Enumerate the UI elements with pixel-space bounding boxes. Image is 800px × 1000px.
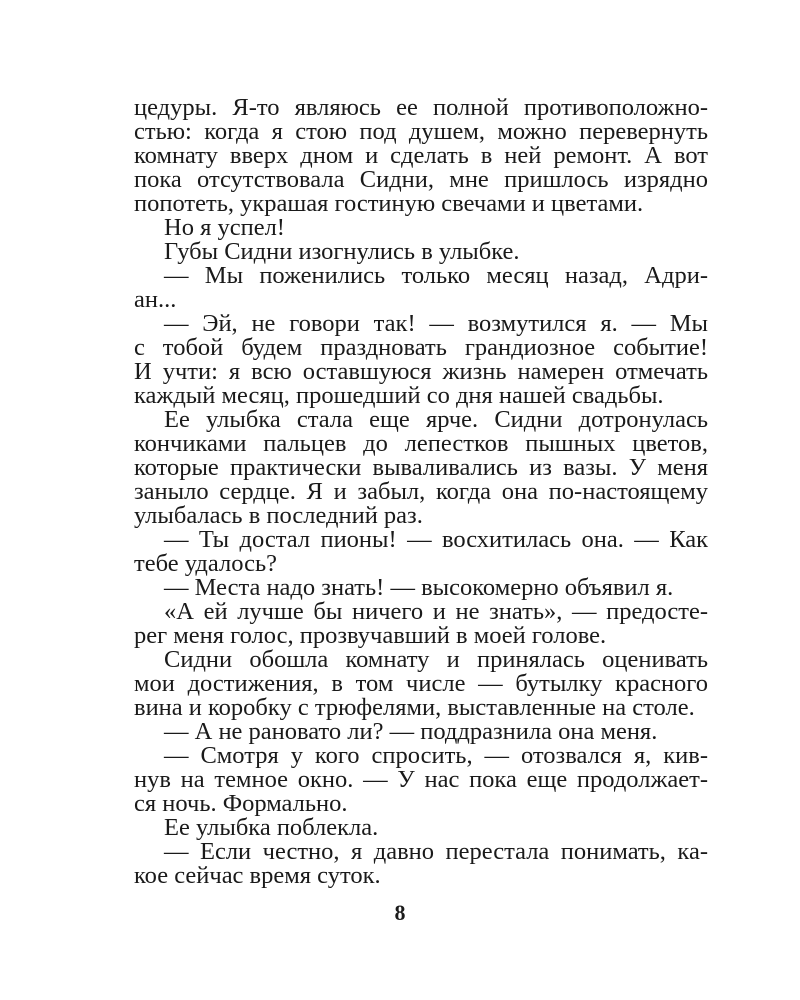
text-line: нув на темное окно. — У нас пока еще продолжает- xyxy=(134,766,708,793)
text-line: кое сейчас время суток. xyxy=(134,862,381,889)
text-line: рег меня голос, прозвучавший в моей голове. xyxy=(134,622,607,649)
page-number: 8 xyxy=(394,900,406,925)
text-line: комнату вверх дном и сделать в ней ремонт. А вот xyxy=(134,142,708,169)
text-line: Губы Сидни изогнулись в улыбке. xyxy=(164,238,520,265)
text-line: цедуры. Я-то являюсь ее полной противоположно- xyxy=(134,94,708,121)
text-line: пока отсутствовала Сидни, мне пришлось изрядно xyxy=(134,166,708,193)
text-line: которые практически вываливались из вазы. У меня xyxy=(134,454,708,481)
text-line: улыбалась в последний раз. xyxy=(134,502,423,529)
text-line: Сидни обошла комнату и принялась оценивать xyxy=(164,646,708,673)
text-line: — Если честно, я давно перестала понимать, ка- xyxy=(164,838,708,865)
text-line: заныло сердце. Я и забыл, когда она по-настоящему xyxy=(134,478,708,505)
text-line: с тобой будем праздновать грандиозное событие! xyxy=(134,334,708,361)
text-line: — Места надо знать! — высокомерно объявил я. xyxy=(164,574,674,601)
text-line: вина и коробку с трюфелями, выставленные на столе. xyxy=(134,694,695,721)
text-line: — Ты достал пионы! — восхитилась она. — Как xyxy=(164,526,708,553)
text-line: каждый месяц, прошедший со дня нашей свадьбы. xyxy=(134,382,664,409)
text-line: мои достижения, в том числе — бутылку красного xyxy=(134,670,708,697)
text-line: — А не рановато ли? — поддразнила она меня. xyxy=(164,718,658,745)
text-line: Ее улыбка поблекла. xyxy=(164,814,379,841)
text-line: стью: когда я стою под душем, можно перевернуть xyxy=(134,118,708,145)
text-line: — Эй, не говори так! — возмутился я. — Мы xyxy=(164,310,708,337)
text-line: И учти: я всю оставшуюся жизнь намерен отмечать xyxy=(134,358,708,385)
text-line: «А ей лучше бы ничего и не знать», — предосте- xyxy=(164,598,708,625)
text-line: — Мы поженились только месяц назад, Адри- xyxy=(164,262,708,289)
text-line: попотеть, украшая гостиную свечами и цветами. xyxy=(134,190,644,217)
text-line: ан... xyxy=(134,286,177,313)
text-line: — Смотря у кого спросить, — отозвался я, кив- xyxy=(164,742,708,769)
text-line: ся ночь. Формально. xyxy=(134,790,348,817)
text-line: кончиками пальцев до лепестков пышных цветов, xyxy=(134,430,708,457)
text-line: Но я успел! xyxy=(164,214,285,241)
text-line: Ее улыбка стала еще ярче. Сидни дотронулась xyxy=(164,406,708,433)
text-line: тебе удалось? xyxy=(134,550,277,577)
